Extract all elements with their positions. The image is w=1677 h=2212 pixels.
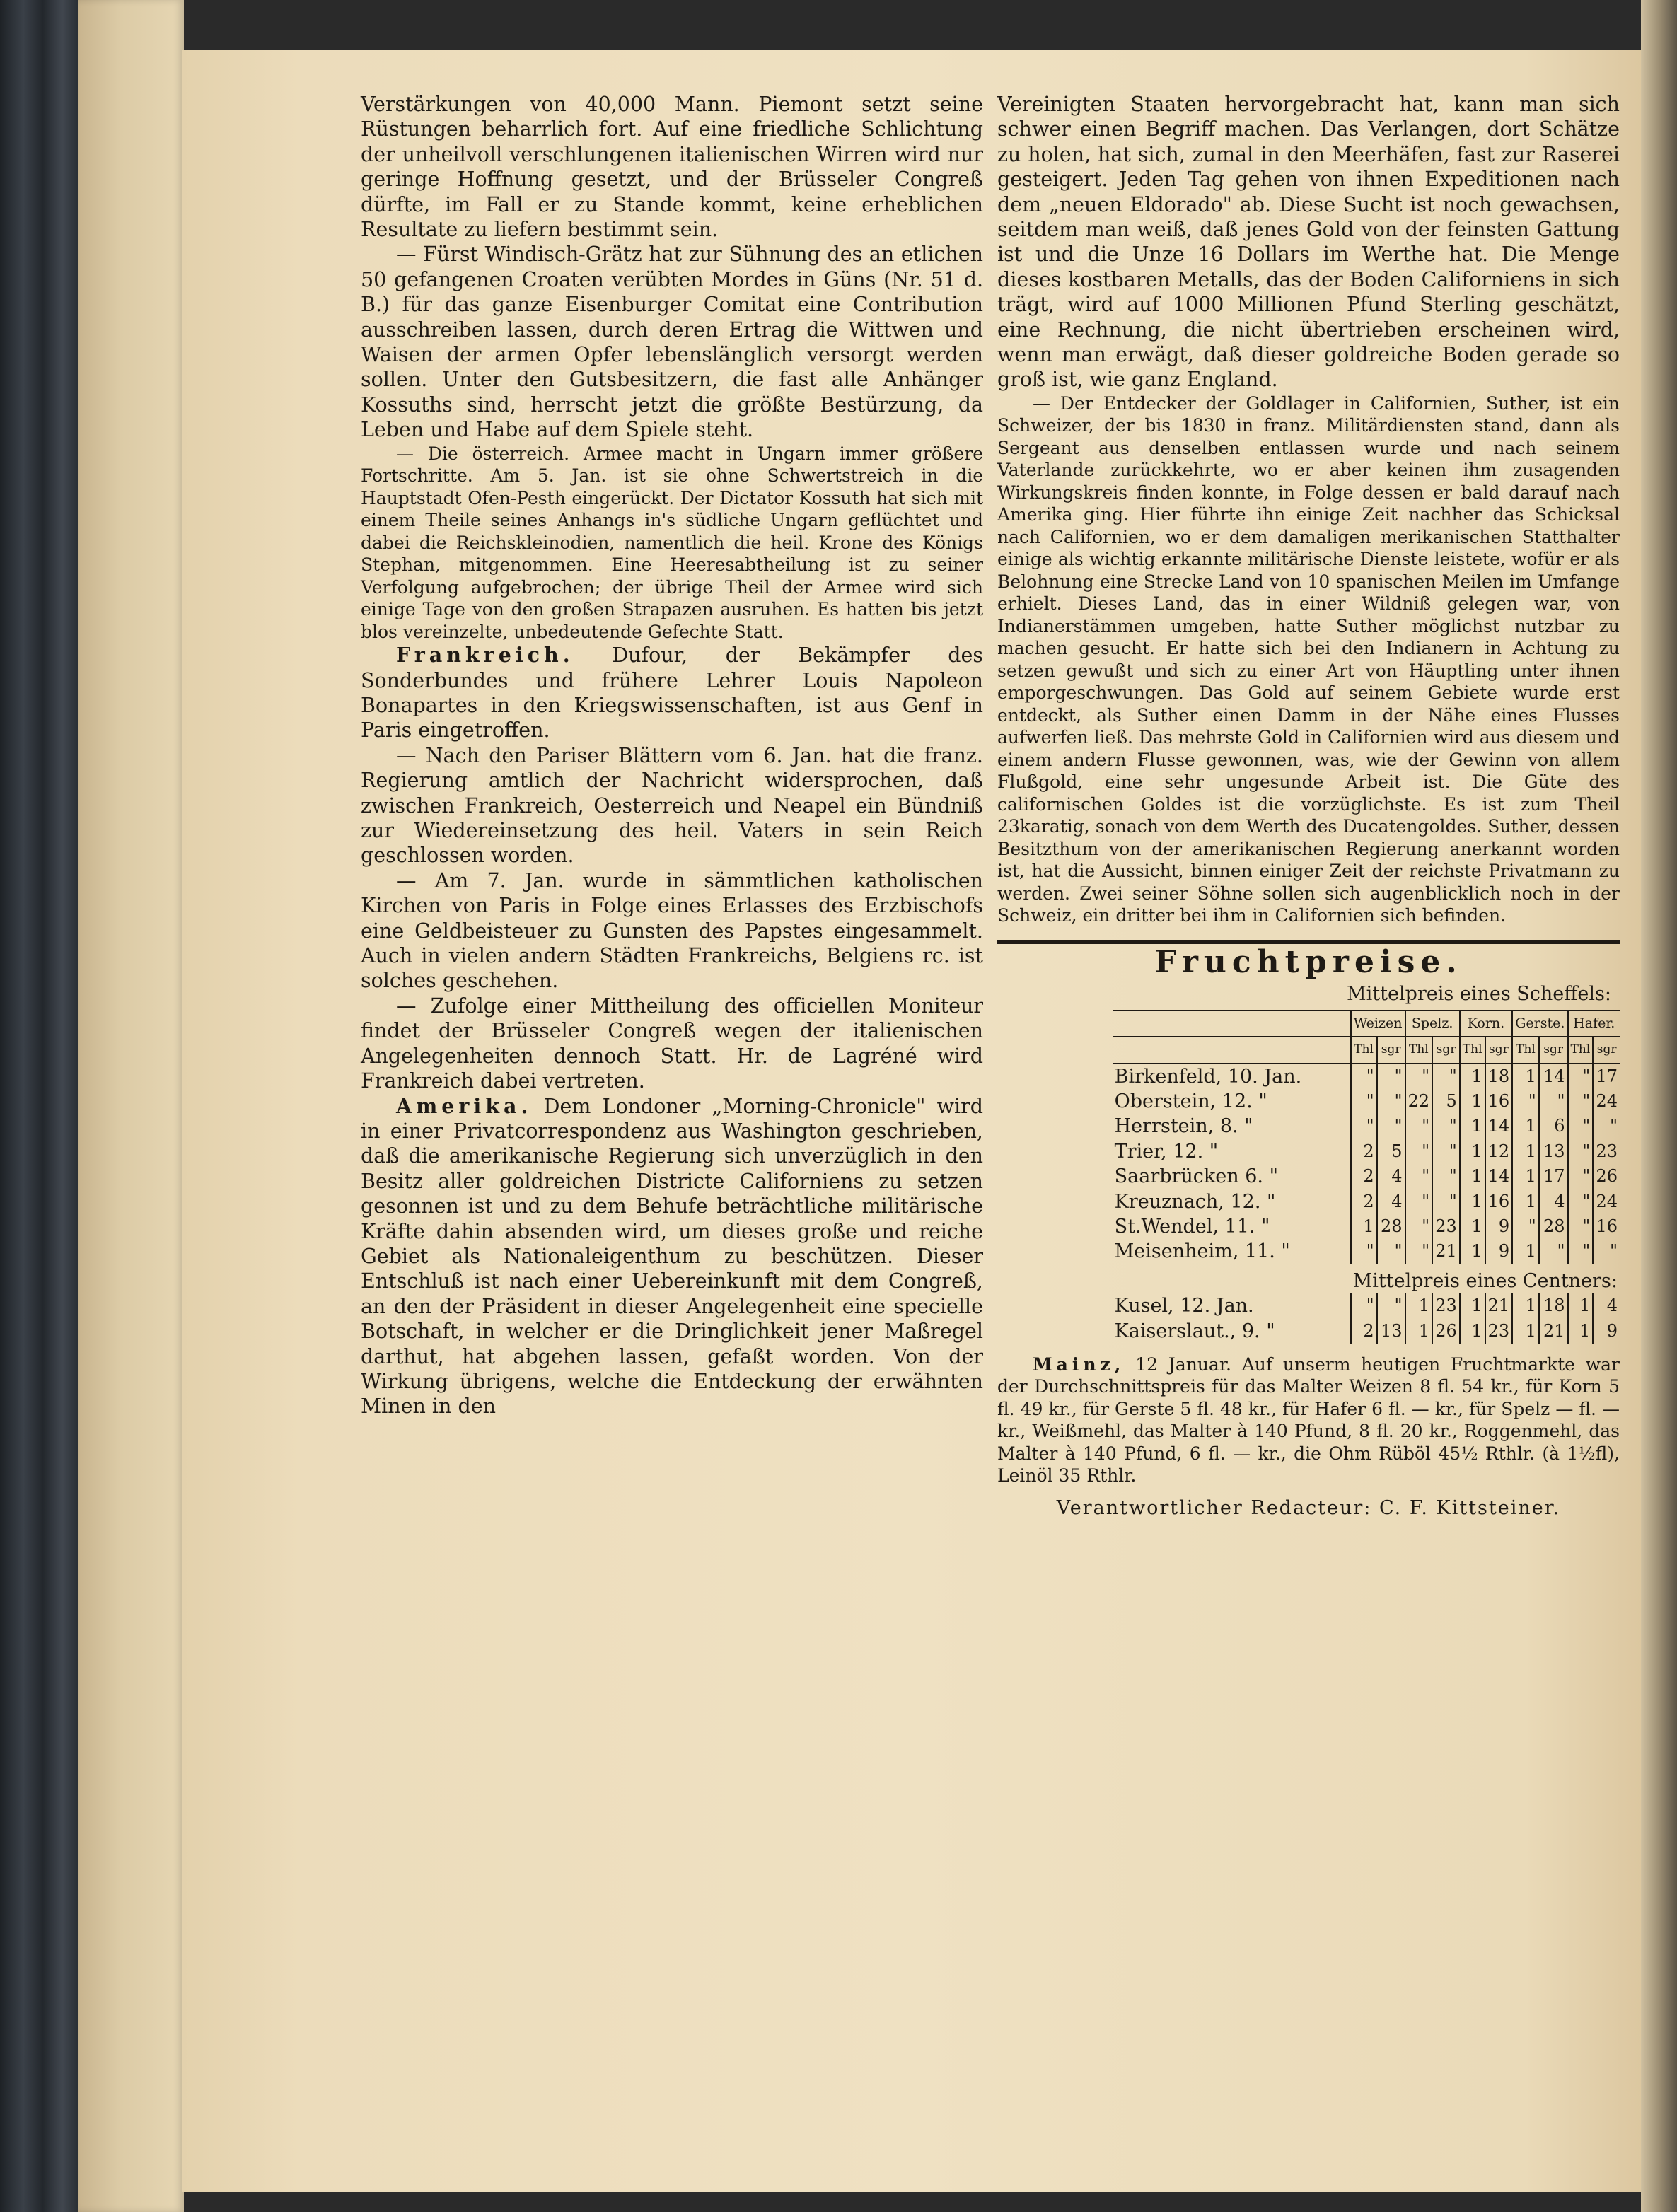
unit-label: Thl bbox=[1568, 1037, 1594, 1063]
price-cell: 1 bbox=[1460, 1293, 1485, 1318]
price-cell: 1 bbox=[1512, 1239, 1539, 1264]
price-cell: " bbox=[1405, 1189, 1433, 1214]
price-cell: 14 bbox=[1539, 1064, 1568, 1089]
price-cell: " bbox=[1351, 1089, 1377, 1114]
price-cell: 1 bbox=[1351, 1214, 1377, 1239]
price-cell: " bbox=[1432, 1064, 1460, 1089]
price-cell: 1 bbox=[1460, 1214, 1485, 1239]
paragraph-windisch-graetz: — Fürst Windisch-Grätz hat zur Sühnung des an etlichen 50 gefangenen Croaten verübten Mordes in Güns (Nr. 51 d. B.) für das ganze Eisenburger Comitat eine Contribution ausschreiben lassen, durch deren Ertrag die Wittwen und Waisen der armen Opfer lebenslänglich versorgt werden sollen. Unter den Gutsbesitzern, die fast alle Anhänger Kossuths sind, herrscht jetzt die größte Bestürzung, da Leben und Habe auf dem Spiele steht. bbox=[361, 243, 983, 442]
price-cell: 1 bbox=[1460, 1089, 1485, 1114]
price-cell: 23 bbox=[1432, 1214, 1460, 1239]
price-cell: " bbox=[1593, 1239, 1620, 1264]
price-cell: 5 bbox=[1377, 1139, 1405, 1164]
price-cell: " bbox=[1568, 1139, 1594, 1164]
paragraph-california-gold: Vereinigten Staaten hervorgebracht hat, kann man sich schwer einen Begriff machen. Das Verlangen, dort Schätze zu holen, hat sich, zumal in den Meerhäfen, fast zur Raserei gesteigert. Jeden Tag gehen von ihnen Expeditionen nach dem „neuen Eldorado" ab. Diese Sucht ist noch gewachsen, seitdem man weiß, daß jenes Gold von der feinsten Gattung ist und die Unze 16 Dollars im Werthe hat. Die Menge dieses kostbaren Metalls, das der Boden Californiens in sich trägt, wird auf 1000 Millionen Pfund Sterling geschätzt, eine Rechnung, die nicht übertrieben erscheinen wird, wenn man erwägt, daß dieser goldreiche Boden gerade so groß ist, wie ganz England. bbox=[997, 93, 1620, 392]
heading-frankreich: Frankreich. bbox=[396, 643, 574, 668]
price-cell: " bbox=[1405, 1139, 1433, 1164]
paragraph-mainz bbox=[997, 1354, 1620, 1487]
price-cell: 1 bbox=[1460, 1189, 1485, 1214]
unit-label: sgr bbox=[1485, 1037, 1513, 1063]
price-row bbox=[1113, 1089, 1620, 1114]
price-row-town: Birkenfeld, 10. Jan. bbox=[1114, 1065, 1302, 1088]
price-cell: " bbox=[1377, 1239, 1405, 1264]
price-cell: 1 bbox=[1568, 1293, 1594, 1318]
price-cell: 16 bbox=[1485, 1189, 1513, 1214]
price-cell: 21 bbox=[1432, 1239, 1460, 1264]
paragraph-moniteur: — Zufolge einer Mittheilung des officiellen Moniteur findet der Brüsseler Congreß wegen der italienischen Angelegenheiten dennoch Statt. Hr. de Lagréné wird Frankreich dabei vertreten. bbox=[361, 994, 983, 1093]
separator-rule bbox=[997, 940, 1620, 944]
price-cell: 1 bbox=[1460, 1114, 1485, 1139]
price-cell: 9 bbox=[1485, 1214, 1513, 1239]
price-row-town: Trier, 12. " bbox=[1114, 1140, 1219, 1163]
price-cell: 1 bbox=[1460, 1319, 1485, 1344]
price-cell: 13 bbox=[1539, 1139, 1568, 1164]
price-cell: 1 bbox=[1512, 1139, 1539, 1164]
price-cell: 6 bbox=[1539, 1114, 1568, 1139]
price-cell: 2 bbox=[1351, 1139, 1377, 1164]
price-table-unit-header bbox=[1113, 1037, 1620, 1063]
price-cell: " bbox=[1351, 1293, 1377, 1318]
unit-label: Thl bbox=[1405, 1037, 1433, 1063]
price-cell: 4 bbox=[1593, 1293, 1620, 1318]
price-row bbox=[1113, 1114, 1620, 1139]
grain-spelz: Spelz. bbox=[1405, 1011, 1460, 1037]
previous-page-edge bbox=[78, 0, 184, 2212]
paragraph-ungarn: — Die österreich. Armee macht in Ungarn immer größere Fortschritte. Am 5. Jan. ist sie ohne Schwertstreich in die Hauptstadt Ofen-Pesth eingerückt. Der Dictator Kossuth hat sich mit einem Theile seines Anhangs in's südliche Ungarn geflüchtet und dabei die Reichskleinodien, namentlich die heil. Krone des Königs Stephan, mitgenommen. Eine Heeresabtheilung ist zu seiner Verfolgung aufgebrochen; der übrige Theil der Armee wird sich einige Tage von den großen Strapazen ausruhen. Es hatten bis jetzt blos vereinzelte, unbedeutende Gefechte Statt. bbox=[361, 443, 983, 642]
unit-label: sgr bbox=[1432, 1037, 1460, 1063]
price-cell: 18 bbox=[1485, 1064, 1513, 1089]
price-cell: 4 bbox=[1539, 1189, 1568, 1214]
editor-signature: Verantwortlicher Redacteur: C. F. Kittsteiner. bbox=[1056, 1496, 1561, 1519]
price-cell: 2 bbox=[1351, 1319, 1377, 1344]
paragraph-pariser-blaetter: — Nach den Pariser Blättern vom 6. Jan. hat die franz. Regierung amtlich der Nachricht widersprochen, daß zwischen Frankreich, Oesterreich und Neapel ein Bündniß zur Wiedereinsetzung des heil. Vaters in sein Reich geschlossen worden. bbox=[361, 743, 983, 868]
unit-label: Thl bbox=[1512, 1037, 1539, 1063]
price-cell: 16 bbox=[1485, 1089, 1513, 1114]
price-cell: " bbox=[1432, 1189, 1460, 1214]
price-cell: 1 bbox=[1460, 1164, 1485, 1189]
price-row bbox=[1113, 1214, 1620, 1239]
price-cell: 1 bbox=[1512, 1164, 1539, 1189]
grain-korn: Korn. bbox=[1460, 1011, 1512, 1037]
price-cell: " bbox=[1405, 1214, 1433, 1239]
price-cell: 23 bbox=[1485, 1319, 1513, 1344]
price-row bbox=[1113, 1293, 1620, 1318]
price-cell: 1 bbox=[1568, 1319, 1594, 1344]
price-cell: " bbox=[1512, 1214, 1539, 1239]
book-cover-edge bbox=[0, 0, 78, 2212]
price-cell: 26 bbox=[1432, 1319, 1460, 1344]
price-cell: 17 bbox=[1593, 1064, 1620, 1089]
price-cell: " bbox=[1593, 1114, 1620, 1139]
price-row bbox=[1113, 1319, 1620, 1344]
text-mainz: 12 Januar. Auf unserm heutigen Fruchtmarkte war der Durchschnittspreis für das Malter Weizen 8 fl. 54 kr., für Korn 5 fl. 49 kr., für Gerste 5 fl. 48 kr., für Hafer 6 fl. — kr., für Spelz — fl. — kr., Weißmehl, das Malter à 140 Pfund, 8 fl. 20 kr., Roggenmehl, das Malter à 140 Pfund, 6 fl. — kr., die Ohm Rüböl 45½ Rthlr. (à 1½fl), Leinöl 35 Rthlr. bbox=[997, 1354, 1620, 1486]
price-cell: 1 bbox=[1460, 1239, 1485, 1264]
next-page-edge bbox=[1641, 0, 1677, 2212]
price-cell: " bbox=[1351, 1114, 1377, 1139]
price-cell: 4 bbox=[1377, 1164, 1405, 1189]
price-cell: " bbox=[1377, 1114, 1405, 1139]
price-cell: 9 bbox=[1593, 1319, 1620, 1344]
price-cell: 24 bbox=[1593, 1089, 1620, 1114]
price-row-town: Saarbrücken 6. " bbox=[1114, 1165, 1278, 1188]
price-table-subheading-row bbox=[1113, 1264, 1620, 1293]
price-cell: 13 bbox=[1377, 1319, 1405, 1344]
paragraph-piemont: Verstärkungen von 40,000 Mann. Piemont setzt seine Rüstungen beharrlich fort. Auf eine friedliche Schlichtung der unheilvoll verschlungenen italienischen Wirren wird nur geringe Hoffnung gesetzt, und der Brüsseler Congreß dürfte, im Fall er zu Stande kommt, keine erheblichen Resultate zu liefern bestimmt sein. bbox=[361, 93, 983, 242]
price-row-town: Kusel, 12. Jan. bbox=[1114, 1295, 1254, 1317]
price-cell: 5 bbox=[1432, 1089, 1460, 1114]
price-cell: 1 bbox=[1512, 1064, 1539, 1089]
price-cell: 28 bbox=[1539, 1214, 1568, 1239]
price-cell: " bbox=[1539, 1239, 1568, 1264]
price-cell: 14 bbox=[1485, 1114, 1513, 1139]
unit-label: sgr bbox=[1539, 1037, 1568, 1063]
price-row-town: Kaiserslaut., 9. " bbox=[1114, 1320, 1275, 1342]
price-cell: 22 bbox=[1405, 1089, 1433, 1114]
price-cell: 1 bbox=[1460, 1139, 1485, 1164]
price-cell: " bbox=[1405, 1064, 1433, 1089]
price-row bbox=[1113, 1064, 1620, 1089]
price-cell: 1 bbox=[1405, 1319, 1433, 1344]
price-table bbox=[1113, 1010, 1620, 1344]
price-cell: 1 bbox=[1460, 1064, 1485, 1089]
price-cell: 23 bbox=[1593, 1139, 1620, 1164]
price-cell: " bbox=[1568, 1089, 1594, 1114]
price-cell: 4 bbox=[1377, 1189, 1405, 1214]
right-column bbox=[997, 92, 1620, 1520]
paragraph-amerika bbox=[361, 1094, 983, 1419]
price-cell: 1 bbox=[1512, 1319, 1539, 1344]
text-dufour: Dufour, der Bekämpfer des Sonderbundes und frühere Lehrer Louis Napoleon Bonapartes in den Kriegswissenschaften, ist aus Genf in Paris eingetroffen. bbox=[361, 644, 983, 743]
paragraph-frankreich bbox=[361, 643, 983, 743]
price-cell: 2 bbox=[1351, 1164, 1377, 1189]
grain-weizen: Weizen bbox=[1351, 1011, 1405, 1037]
left-column bbox=[361, 92, 983, 1419]
grain-hafer: Hafer. bbox=[1568, 1011, 1620, 1037]
price-cell: 1 bbox=[1405, 1293, 1433, 1318]
prices-subheading-scheffel: Mittelpreis eines Scheffels: bbox=[1347, 983, 1611, 1006]
price-row-town: Kreuznach, 12. " bbox=[1114, 1190, 1276, 1213]
price-cell: " bbox=[1405, 1239, 1433, 1264]
price-cell: 26 bbox=[1593, 1164, 1620, 1189]
price-cell: 21 bbox=[1539, 1319, 1568, 1344]
unit-label: sgr bbox=[1377, 1037, 1405, 1063]
price-cell: 1 bbox=[1512, 1293, 1539, 1318]
price-row-town: Oberstein, 12. " bbox=[1114, 1090, 1267, 1112]
price-cell: " bbox=[1568, 1114, 1594, 1139]
price-cell: 1 bbox=[1512, 1189, 1539, 1214]
unit-label: Thl bbox=[1351, 1037, 1377, 1063]
price-cell: " bbox=[1377, 1089, 1405, 1114]
heading-mainz: Mainz, bbox=[1033, 1354, 1125, 1375]
price-cell: 14 bbox=[1485, 1164, 1513, 1189]
price-cell: 28 bbox=[1377, 1214, 1405, 1239]
price-row-town: Herrstein, 8. " bbox=[1114, 1115, 1253, 1138]
price-cell: 1 bbox=[1512, 1114, 1539, 1139]
price-cell: 9 bbox=[1485, 1239, 1513, 1264]
price-cell: " bbox=[1351, 1064, 1377, 1089]
paragraph-geldbeisteuer: — Am 7. Jan. wurde in sämmtlichen katholischen Kirchen von Paris in Folge eines Erlasses des Erzbischofs eine Geldbeisteuer zu Gunsten des Papstes eingesammelt. Auch in vielen andern Städten Frankreichs, Belgiens rc. ist solches geschehen. bbox=[361, 868, 983, 993]
price-cell: " bbox=[1377, 1293, 1405, 1318]
price-cell: " bbox=[1568, 1064, 1594, 1089]
price-cell: 23 bbox=[1432, 1293, 1460, 1318]
price-cell: " bbox=[1568, 1239, 1594, 1264]
price-cell: " bbox=[1512, 1089, 1539, 1114]
price-cell: " bbox=[1568, 1164, 1594, 1189]
price-cell: 17 bbox=[1539, 1164, 1568, 1189]
price-cell: " bbox=[1351, 1239, 1377, 1264]
prices-subheading-centner: Mittelpreis eines Centners: bbox=[1352, 1269, 1618, 1292]
paragraph-suther: — Der Entdecker der Goldlager in Californien, Suther, ist ein Schweizer, der bis 1830 in franz. Militärdiensten stand, dann als Sergeant aus denselben entlassen wurde und nach seinem Vaterlande zurückkehrte, wo er aber keinen ihm zusagenden Wirkungskreis finden konnte, in Folge dessen er bald darauf nach Amerika ging. Hier führte ihn einige Zeit nachher das Schicksal nach Californien, wo er dem damaligen merikanischen Statthalter einige als wichtig erkannte militärische Dienste leistete, wofür er als Belohnung eine Strecke Land von 10 spanischen Meilen im Umfange erhielt. Dieses Land, das in einer Wildniß gelegen war, von Indianerstämmen umgeben, hatte Suther möglichst nutzbar zu machen gesucht. Er hatte sich bei den Indianern in Achtung zu setzen gewußt und sich zu einer Art von Häuptling unter ihnen emporgeschwungen. Das Gold auf seinem Gebiete wurde erst entdeckt, als Suther einen Damm in der Nähe eines Flusses aufwerfen ließ. Das mehrste Gold in Californien wird aus diesem und einem andern Flusse gewonnen, was, wie der Gewinn von allem Flußgold, eine sehr ungesunde Arbeit ist. Die Güte des californischen Goldes ist die vorzüglichste. Es ist zum Theil 23karatig, sonach von dem Werth des Ducatengoldes. Suther, dessen Besitzthum von der amerikanischen Regierung anerkannt worden ist, hat die Aussicht, binnen einiger Zeit der reichste Privatmann zu werden. Zwei seiner Söhne sollen sich augenblicklich noch in der Schweiz, ein dritter bei ihm in Californien sich befinden. bbox=[997, 392, 1620, 926]
price-row-town: Meisenheim, 11. " bbox=[1114, 1240, 1290, 1263]
price-row bbox=[1113, 1189, 1620, 1214]
text-amerika: Dem Londoner „Morning-Chronicle" wird in einer Privatcorrespondenz aus Washington geschrieben, daß die amerikanische Regierung sich unverzüglich in den Besitz aller goldreichen Districte Californiens zu setzen gesonnen ist und zu dem Behufe beträchtliche militärische Kräfte dahin absenden wird, um dieses große und reiche Gebiet als Nationaleigenthum zu beschützen. Dieser Entschluß ist nach einer Uebereinkunft mit dem Congreß, an den der Präsident in dieser Angelegenheit eine specielle Botschaft, in welcher er die Dringlichkeit jener Maßregel darthut, hat abgehen lassen, gefaßt worden. Von der Wirkung übrigens, welche die Entdeckung der erwähnten Minen in den bbox=[361, 1094, 983, 1419]
heading-amerika: Amerika. bbox=[396, 1093, 533, 1118]
price-cell: " bbox=[1405, 1164, 1433, 1189]
price-row bbox=[1113, 1139, 1620, 1164]
price-cell: " bbox=[1432, 1114, 1460, 1139]
price-row-town: St.Wendel, 11. " bbox=[1114, 1215, 1270, 1238]
price-cell: 16 bbox=[1593, 1214, 1620, 1239]
price-table-grain-header bbox=[1113, 1011, 1620, 1037]
price-cell: " bbox=[1405, 1114, 1433, 1139]
unit-label: sgr bbox=[1593, 1037, 1620, 1063]
price-cell: 12 bbox=[1485, 1139, 1513, 1164]
price-cell: " bbox=[1432, 1164, 1460, 1189]
price-cell: " bbox=[1568, 1214, 1594, 1239]
price-row bbox=[1113, 1239, 1620, 1264]
price-cell: " bbox=[1568, 1189, 1594, 1214]
price-row bbox=[1113, 1164, 1620, 1189]
grain-gerste: Gerste. bbox=[1512, 1011, 1567, 1037]
unit-label: Thl bbox=[1460, 1037, 1485, 1063]
price-cell: " bbox=[1377, 1064, 1405, 1089]
price-cell: 24 bbox=[1593, 1189, 1620, 1214]
price-cell: 21 bbox=[1485, 1293, 1513, 1318]
price-cell: 2 bbox=[1351, 1189, 1377, 1214]
price-cell: " bbox=[1539, 1089, 1568, 1114]
price-cell: 18 bbox=[1539, 1293, 1568, 1318]
prices-heading: Fruchtpreise. bbox=[1154, 943, 1463, 980]
price-cell: " bbox=[1432, 1139, 1460, 1164]
